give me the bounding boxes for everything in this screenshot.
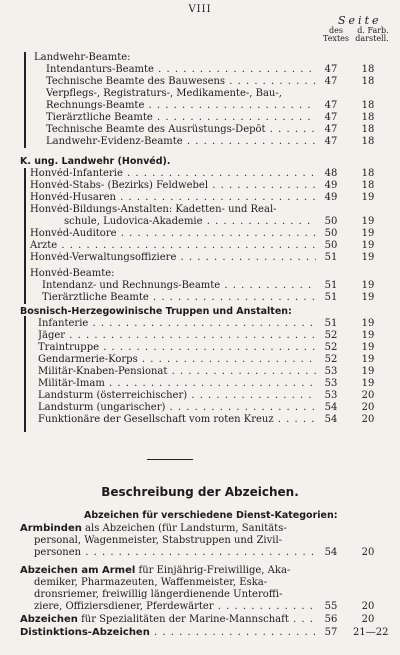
- section-divider: [147, 459, 193, 460]
- abzeichen-entry-description: demiker, Pharmazeuten, Waffenmeister, Eska-: [34, 577, 268, 588]
- toc-entry: [0, 124, 400, 136]
- toc-entry-text-page: 48: [324, 168, 338, 179]
- abzeichen-entry: [0, 614, 400, 626]
- toc-entry-text-page: 54: [324, 414, 338, 425]
- toc-entry: [0, 390, 400, 402]
- toc-entry-text-page: 50: [324, 216, 338, 227]
- toc-entry-title: Tierärztliche Beamte . . .: [46, 112, 316, 124]
- page-number: VIII: [188, 4, 212, 15]
- toc-entry-text-page: 53: [324, 378, 338, 389]
- toc-entry-plate-page: 18: [361, 168, 375, 179]
- toc-entry-text-page: 47: [324, 112, 338, 123]
- toc-entry-title: Honvéd-Auditore . . .: [30, 228, 316, 240]
- abzeichen-entry-keyword: Distinktions-Abzeichen: [20, 627, 150, 638]
- toc-entry-title: Honvéd-Bildungs-Anstalten: Kadetten- und Real-: [30, 204, 277, 215]
- toc-entry-plate-page: 20: [361, 414, 375, 425]
- toc-entry-title: Intendanz- und Rechnungs-Beamte . . .: [42, 280, 316, 292]
- toc-entry-text-page: 47: [324, 136, 338, 147]
- toc-entry-title: Honvéd-Stabs- (Bezirks) Feldwebel . . .: [30, 180, 316, 192]
- toc-entry-plate-page: 19: [361, 292, 375, 303]
- toc-entry-plate-page: 19: [361, 252, 375, 263]
- toc-entry: [0, 366, 400, 378]
- abzeichen-entry-description: personal, Wagenmeister, Stabstruppen und Zivil-: [34, 535, 283, 546]
- toc-entry-plate-page: 19: [361, 280, 375, 291]
- abzeichen-entry-description: für Spezialitäten der Marine-Mannschaft: [77, 614, 289, 625]
- section-title: Beschreibung der Abzeichen.: [101, 485, 299, 499]
- toc-entry-text-page: 52: [324, 330, 338, 341]
- column-header-plate-line1: d. Farb.: [357, 26, 389, 35]
- toc-entry-plate-page: 19: [361, 378, 375, 389]
- toc-entry-text-page: 53: [324, 390, 338, 401]
- toc-entry-title: Landsturm (ungarischer) . . .: [38, 402, 316, 414]
- toc-entry: [0, 330, 400, 342]
- toc-entry-title: Honvéd-Beamte:: [30, 268, 115, 279]
- abzeichen-entry-text: [34, 547, 316, 559]
- toc-entry-plate-page: 19: [361, 228, 375, 239]
- abzeichen-entry-text: [20, 627, 316, 639]
- toc-entry-title: Jäger . . .: [38, 330, 316, 342]
- toc-entry-title: Infanterie . . .: [38, 318, 316, 330]
- abzeichen-entry-text: [34, 535, 396, 547]
- toc-entry-text-page: 50: [324, 240, 338, 251]
- toc-entry-text-page: 52: [324, 342, 338, 353]
- toc-entry-text-page: 52: [324, 354, 338, 365]
- toc-entry-title: Rechnungs-Beamte . . .: [46, 100, 316, 112]
- toc-entry-title: Militär-Knaben-Pensionat . . .: [38, 366, 316, 378]
- toc-entry: [0, 292, 400, 304]
- abzeichen-entry: [0, 601, 400, 613]
- toc-entry: [0, 192, 400, 204]
- abzeichen-entry-text-page: 57: [324, 627, 338, 638]
- toc-entry-title: Technische Beamte des Ausrüstungs-Depôt . . .: [46, 124, 316, 136]
- toc-entry-plate-page: 18: [361, 136, 375, 147]
- toc-entry-title: Tierärztliche Beamte . . .: [42, 292, 316, 304]
- abzeichen-entry-keyword: Abzeichen am Ärmel: [20, 565, 136, 576]
- toc-entry-text-page: 51: [324, 318, 338, 329]
- toc-entry-title: Technische Beamte des Bauwesens . . .: [46, 76, 316, 88]
- toc-entry-title: Ärzte . . .: [30, 240, 316, 252]
- abzeichen-entry-plate-page: 21—22: [353, 627, 389, 638]
- abzeichen-entry-text: [20, 565, 396, 577]
- toc-entry: [0, 64, 400, 76]
- toc-entry-plate-page: 19: [361, 366, 375, 377]
- toc-entry: [0, 112, 400, 124]
- toc-entry-plate-page: 19: [361, 354, 375, 365]
- toc-entry-plate-page: 19: [361, 192, 375, 203]
- toc-entry-title: schule, Ludovica-Akademie . . .: [64, 216, 316, 228]
- abzeichen-entry-plate-page: 20: [361, 547, 375, 558]
- toc-entry-title: Intendanturs-Beamte . . .: [46, 64, 316, 76]
- toc-entry-plate-page: 18: [361, 76, 375, 87]
- toc-entry-title: Funktionäre der Gesellschaft vom roten Kreuz . . .: [38, 414, 316, 426]
- toc-entry-title: Traintruppe . . .: [38, 342, 316, 354]
- toc-entry: [0, 354, 400, 366]
- toc-entry: [0, 76, 400, 88]
- toc-entry-plate-page: 18: [361, 112, 375, 123]
- toc-entry-text-page: 51: [324, 292, 338, 303]
- abzeichen-entry-text: [20, 523, 396, 535]
- abzeichen-entry-text: [34, 577, 396, 589]
- toc-entry-title: Landwehr-Evidenz-Beamte . . .: [46, 136, 316, 148]
- column-header-text-line2: Textes: [322, 34, 349, 43]
- toc-entry-text-page: 50: [324, 228, 338, 239]
- abzeichen-entry-text-page: 55: [324, 601, 338, 612]
- abzeichen-entry-description: personen: [34, 547, 82, 558]
- toc-entry-text-page: 49: [324, 180, 338, 191]
- abzeichen-entry-description: dronsriemer, freiwillig längerdienende Unteroffi-: [34, 589, 283, 600]
- abzeichen-entry: [0, 523, 400, 535]
- toc-entry-text-page: 47: [324, 124, 338, 135]
- toc-entry-plate-page: 19: [361, 240, 375, 251]
- toc-entry: [0, 414, 400, 426]
- abzeichen-entry-text-page: 54: [324, 547, 338, 558]
- toc-entry-title: Gendarmerie-Korps . . .: [38, 354, 316, 366]
- toc-entry-text-page: 53: [324, 366, 338, 377]
- abzeichen-entry-text: [20, 614, 316, 626]
- column-header-text-line1: des: [329, 26, 343, 35]
- section-subtitle: [0, 510, 400, 522]
- toc-entry: [0, 268, 400, 280]
- toc-entry: [0, 280, 400, 292]
- toc-entry: [0, 136, 400, 148]
- abzeichen-entry-text-page: 56: [324, 614, 338, 625]
- toc-entry: [0, 318, 400, 330]
- toc-entry: [0, 342, 400, 354]
- toc-section-heading: [0, 306, 400, 318]
- abzeichen-entry-text: [34, 589, 396, 601]
- toc-entry-title: Honvéd-Husaren . . .: [30, 192, 316, 204]
- toc-section-heading: [0, 156, 400, 168]
- toc-entry: [0, 252, 400, 264]
- toc-entry-plate-page: 20: [361, 402, 375, 413]
- abzeichen-entry: [0, 565, 400, 577]
- column-header-plate-line2: darstell.: [355, 34, 389, 43]
- toc-entry-plate-page: 18: [361, 100, 375, 111]
- toc-entry-title: Bosnisch-Herzegowinische Truppen und Anstalten:: [20, 306, 292, 317]
- toc-entry-plate-page: 19: [361, 318, 375, 329]
- abzeichen-entry: [0, 535, 400, 547]
- abzeichen-entry-plate-page: 20: [361, 614, 375, 625]
- abzeichen-entry-keyword: Armbinden: [20, 523, 82, 534]
- toc-entry: [0, 52, 400, 64]
- toc-entry: [0, 216, 400, 228]
- toc-entry: [0, 378, 400, 390]
- toc-entry-title: K. ung. Landwehr (Honvéd).: [20, 156, 171, 167]
- abzeichen-entry-plate-page: 20: [361, 601, 375, 612]
- toc-entry-text-page: 47: [324, 76, 338, 87]
- toc-entry-title: Landsturm (österreichischer) . . .: [38, 390, 316, 402]
- abzeichen-entry: [0, 589, 400, 601]
- toc-entry-plate-page: 18: [361, 64, 375, 75]
- toc-entry-text-page: 47: [324, 64, 338, 75]
- abzeichen-entry-text: [34, 601, 316, 613]
- toc-entry-title: Landwehr-Beamte:: [34, 52, 131, 63]
- toc-entry-text-page: 54: [324, 402, 338, 413]
- abzeichen-entry-description: ziere, Offiziersdiener, Pferdewärter: [34, 601, 214, 612]
- toc-entry-plate-page: 19: [361, 216, 375, 227]
- toc-entry-plate-page: 19: [361, 330, 375, 341]
- toc-entry-text-page: 47: [324, 100, 338, 111]
- toc-entry-plate-page: 18: [361, 124, 375, 135]
- toc-entry-title: Honvéd-Verwaltungsoffiziere . . .: [30, 252, 316, 264]
- toc-entry-title: Militär-Imam . . .: [38, 378, 316, 390]
- toc-entry: [0, 88, 400, 100]
- column-header-title: Seite: [338, 14, 382, 27]
- abzeichen-entry-keyword: Abzeichen: [20, 614, 78, 625]
- toc-entry: [0, 180, 400, 192]
- toc-entry-title: Honvéd-Infanterie . . .: [30, 168, 316, 180]
- toc-entry-plate-page: 18: [361, 180, 375, 191]
- abzeichen-entry: [0, 577, 400, 589]
- abzeichen-entry: [0, 627, 400, 639]
- toc-entry-plate-page: 20: [361, 390, 375, 401]
- toc-entry-text-page: 49: [324, 192, 338, 203]
- toc-entry: [0, 240, 400, 252]
- abzeichen-entry: [0, 547, 400, 559]
- toc-entry-text-page: 51: [324, 252, 338, 263]
- toc-entry: [0, 168, 400, 180]
- toc-entry: [0, 204, 400, 216]
- abzeichen-entry-description: für Einjährig-Freiwillige, Aka-: [135, 565, 291, 576]
- toc-entry-text-page: 51: [324, 280, 338, 291]
- toc-entry-title: Verpflegs-, Registraturs-, Medikamente-, Bau-,: [46, 88, 282, 99]
- toc-entry: [0, 100, 400, 112]
- abzeichen-entry-description: als Abzeichen (für Landsturm, Sanitäts-: [81, 523, 287, 534]
- toc-entry-plate-page: 19: [361, 342, 375, 353]
- toc-entry: [0, 228, 400, 240]
- section-subtitle-text: Abzeichen für verschiedene Dienst-Kategorien:: [84, 510, 338, 521]
- toc-entry: [0, 402, 400, 414]
